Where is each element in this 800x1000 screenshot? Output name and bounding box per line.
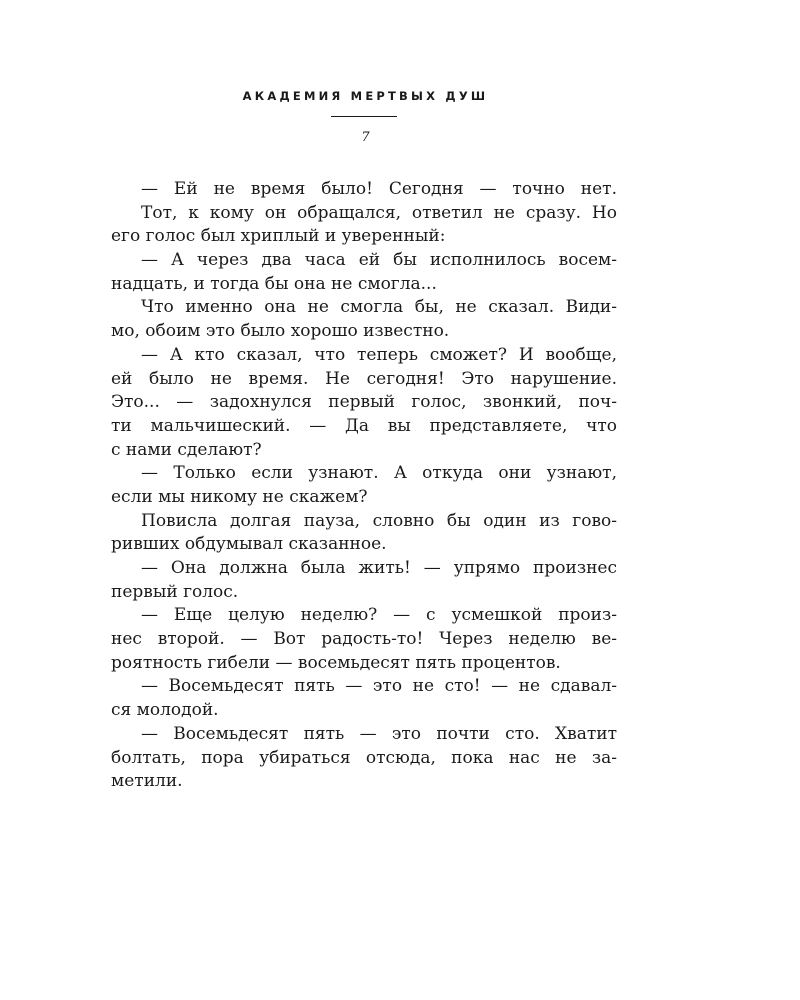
text-line: ривших обдумывал сказанное. <box>111 534 387 555</box>
text-line: — Восемьдесят пять — это не сто! — не сдавал- <box>141 676 617 697</box>
text-line: если мы никому не скажем? <box>111 486 368 507</box>
text-line: — Еще целую неделю? — с усмешкой произ- <box>141 605 617 626</box>
text-line: — Ей не время было! Сегодня — точно нет. <box>141 179 617 199</box>
page-number: 7 <box>361 130 370 145</box>
text-line: болтать, пора убираться отсюда, пока нас не за- <box>111 747 617 768</box>
text-line: ся молодой. <box>111 700 219 721</box>
text-line: — Только если узнают. А откуда они узнают, <box>141 463 617 484</box>
text-line: — Восемьдесят пять — это почти сто. Хватит <box>141 723 617 744</box>
text-line: — А кто сказал, что теперь сможет? И вообще, <box>141 344 617 365</box>
text-line: с нами сделают? <box>111 439 262 460</box>
title-rule <box>331 116 397 117</box>
text-line: первый голос. <box>111 581 239 602</box>
text-line: Повисла долгая пауза, словно бы один из гово- <box>141 510 617 531</box>
text-line: — Она должна была жить! — упрямо произнес <box>141 558 617 578</box>
text-line: — А через два часа ей бы исполнилось восем- <box>141 250 617 271</box>
text-line: мо, обоим это было хорошо известно. <box>111 321 450 342</box>
text-line: Это... — задохнулся первый голос, звонкий, поч- <box>111 392 617 413</box>
text-line: Тот, к кому он обращался, ответил не сразу. Но <box>141 202 617 223</box>
text-line: надцать, и тогда бы она не смогла... <box>111 273 437 294</box>
text-line: нес второй. — Вот радость-то! Через неделю ве- <box>111 629 617 650</box>
text-line: ей было не время. Не сегодня! Это нарушение. <box>111 368 617 389</box>
text-line: его голос был хриплый и уверенный: <box>111 226 446 247</box>
text-line: ти мальчишеский. — Да вы представляете, что <box>111 415 617 436</box>
body-text <box>111 178 617 794</box>
text-line: роятность гибели — восемьдесят пять процентов. <box>111 652 561 673</box>
running-title: АКАДЕМИЯ МЕРТВЫХ ДУШ <box>242 89 489 103</box>
text-line: Что именно она не смогла бы, не сказал. Види- <box>141 297 617 318</box>
text-line: метили. <box>111 771 183 792</box>
